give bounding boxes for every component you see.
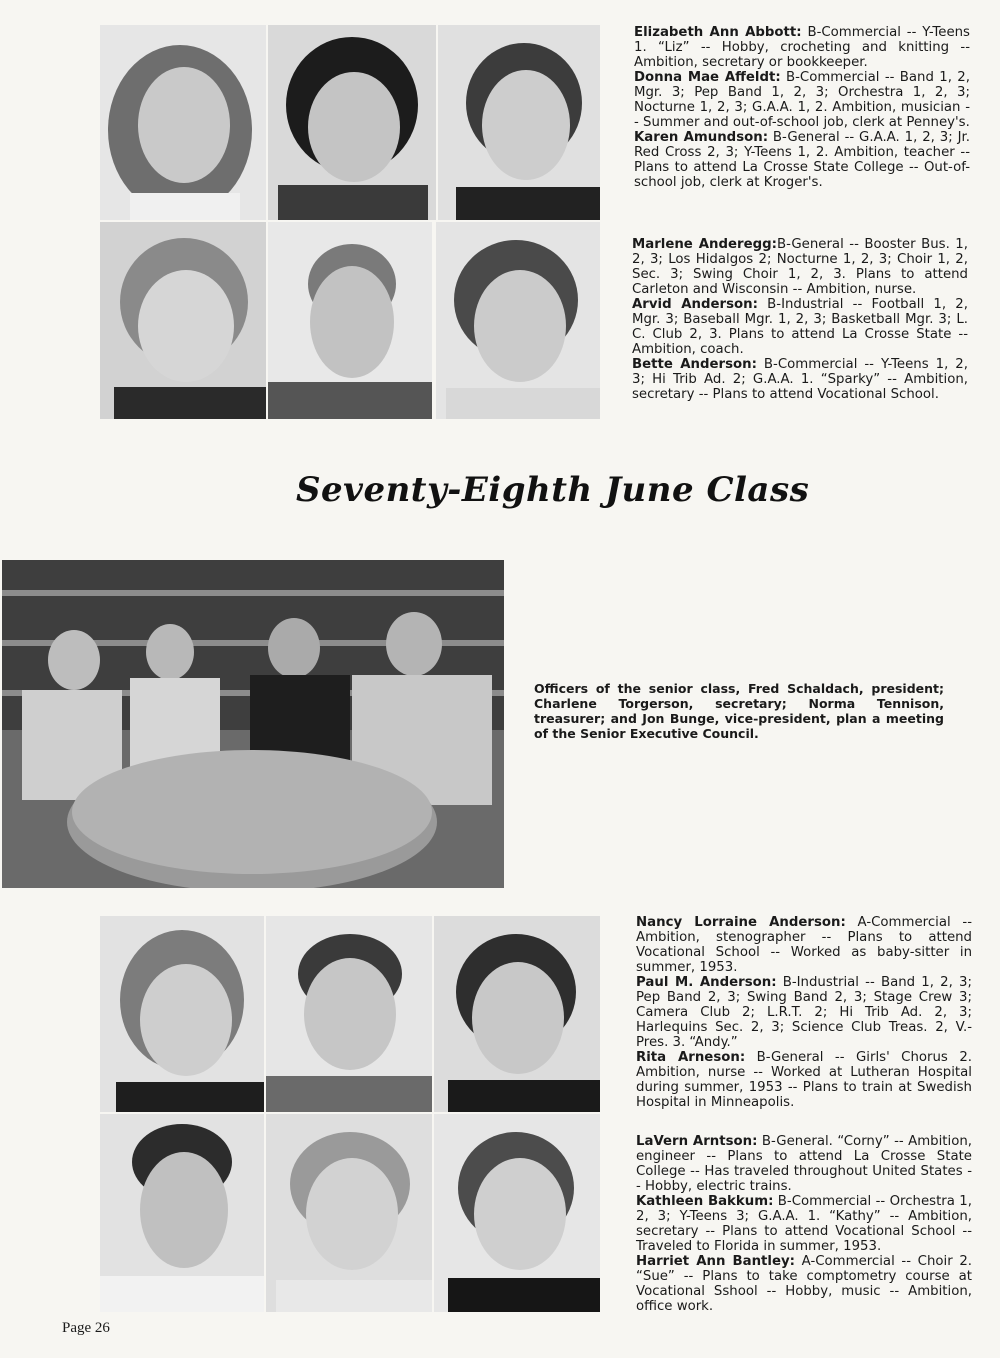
student-name: LaVern Arntson: [636, 1134, 758, 1149]
student-details: A-Commercial -- Choir 2. “Sue” -- Plans to take comptometry course at Vocational Sshool -- Hobby, music -- Ambition, office work. [636, 1254, 973, 1314]
student-details: B-General -- Booster Bus. 1, 2, 3; Los Hidalgos 2; Nocturne 1, 2, 3; Choir 1, 2, Sec. 3; Swing Choir 1, 2, 3. Plans to attend Carleton and Wisconsin -- Ambition, nurse. [632, 237, 968, 297]
page-title: Seventy-Eighth June Class [296, 470, 810, 510]
bio-block [636, 915, 972, 1110]
student-name: Elizabeth Ann Abbott: [634, 25, 802, 40]
student-name: Donna Mae Affeldt: [634, 70, 781, 85]
student-bio [632, 237, 968, 297]
portrait-photo [434, 916, 600, 1112]
student-name: Kathleen Bakkum: [636, 1194, 774, 1209]
student-details: B-Commercial -- Band 1, 2, Mgr. 3; Pep Band 1, 2, 3; Orchestra 1, 2, 3; Nocturne 1, 2, 3; G.A.A. 1, 2. Ambition, musician -- Summer and out-of-school job, clerk at Penney's. [634, 70, 970, 130]
bio-block [632, 237, 968, 402]
portrait-photo [268, 222, 432, 419]
portrait-photo [100, 222, 266, 419]
student-details: B-General -- G.A.A. 1, 2, 3; Jr. Red Cross 2, 3; Y-Teens 1, 2. Ambition, teacher -- Plans to attend La Crosse State College -- Out-of-school job, clerk at Kroger's. [634, 130, 970, 190]
portrait-photo [268, 25, 436, 220]
student-details: A-Commercial -- Ambition, stenographer -- Plans to attend Vocational School -- Worked as baby-sitter in summer, 1953. [636, 915, 972, 975]
bio-block [636, 1134, 972, 1314]
student-name: Karen Amundson: [634, 130, 769, 145]
student-bio [632, 297, 968, 357]
student-bio [636, 1194, 972, 1254]
portrait-photo [266, 1114, 432, 1312]
student-details: B-General -- Girls' Chorus 2. Ambition, nurse -- Worked at Lutheran Hospital during summer, 1953 -- Plans to train at Swedish Hospital in Minneapolis. [636, 1050, 973, 1110]
student-name: Marlene Anderegg: [632, 237, 777, 252]
student-bio [634, 130, 970, 190]
student-details: B-Industrial -- Band 1, 2, 3; Pep Band 2, 3; Swing Band 2, 3; Stage Crew 3; Camera Club 2; L.R.T. 2; Hi Trib Ad. 2, 3; Harlequins Sec. 2, 3; Science Club Treas. 2, V.-Pres. 3. “Andy.” [636, 975, 972, 1050]
student-details: B-Commercial -- Y-Teens 1. “Liz” -- Hobby, crocheting and knitting -- Ambition, secretary or bookkeeper. [634, 25, 970, 70]
student-name: Arvid Anderson: [632, 297, 758, 312]
student-name: Nancy Lorraine Anderson: [636, 915, 846, 930]
bio-block [634, 25, 970, 190]
photo-caption: Officers of the senior class, Fred Schaldach, president; Charlene Torgerson, secretary; Norma Tennison, treasurer; and Jon Bunge, vice-president, plan a meeting of the Senior Executive Council. [534, 681, 944, 741]
student-name: Harriet Ann Bantley: [636, 1254, 795, 1269]
portrait-photo [100, 25, 266, 220]
portrait-photo [434, 1114, 600, 1312]
student-bio [632, 357, 968, 402]
student-bio [636, 1134, 972, 1194]
student-details: B-General. “Corny” -- Ambition, engineer -- Plans to attend La Crosse State College -- Has traveled throughout United States -- Hobby, electric trains. [636, 1134, 972, 1194]
student-bio [634, 70, 970, 130]
student-bio [634, 25, 970, 70]
student-bio [636, 1254, 972, 1314]
student-details: B-Commercial -- Y-Teens 1, 2, 3; Hi Trib Ad. 2; G.A.A. 1. “Sparky” -- Ambition, secretary -- Plans to attend Vocational School. [632, 357, 968, 402]
portrait-photo [100, 1114, 264, 1312]
page-number: Page 26 [62, 1320, 110, 1336]
portrait-photo [438, 25, 600, 220]
student-details: B-Industrial -- Football 1, 2, Mgr. 3; Baseball Mgr. 1, 2, 3; Basketball Mgr. 3; L. C. Club 2, 3. Plans to attend La Crosse State -- Ambition, coach. [632, 297, 968, 357]
student-name: Paul M. Anderson: [636, 975, 777, 990]
portrait-photo [436, 222, 600, 419]
student-bio [636, 915, 972, 975]
portrait-photo [100, 916, 264, 1112]
student-name: Rita Arneson: [636, 1050, 746, 1065]
student-details: B-Commercial -- Orchestra 1, 2, 3; Y-Teens 3; G.A.A. 1. “Kathy” -- Ambition, secretary -- Plans to attend Vocational School -- Traveled to Florida in summer, 1953. [636, 1194, 972, 1254]
portrait-photo [266, 916, 432, 1112]
student-name: Bette Anderson: [632, 357, 757, 372]
student-bio [636, 975, 972, 1050]
student-bio [636, 1050, 972, 1110]
group-photo [2, 560, 504, 888]
